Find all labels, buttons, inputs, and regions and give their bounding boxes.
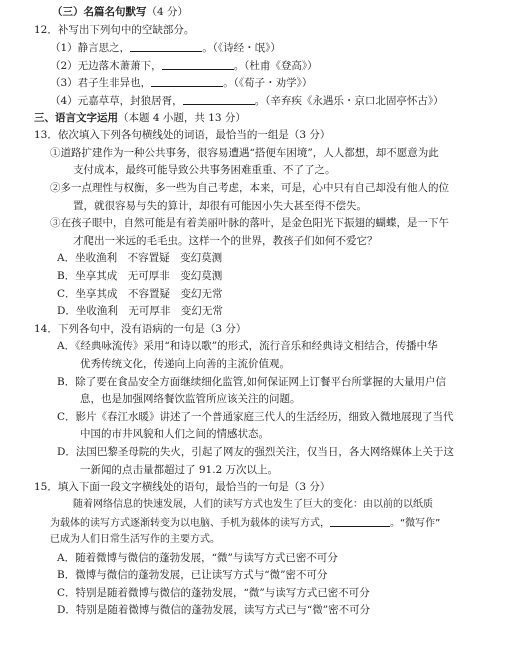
q15-stem: 15．填入下面一段文字横线处的语句，最恰当的一句是（3 分）: [34, 481, 331, 494]
q14-option-b: B．除了要在食品安全方面继续细化监管,如何保证网上订餐平台所掌握的大量用户信: [57, 375, 447, 388]
section-three-score: （本题 4 小题，共 13 分）: [118, 111, 246, 124]
q14-option-c: C．影片《春江水暖》讲述了一个普通家庭三代人的生活经历，细致入微地展现了当代: [57, 410, 454, 423]
q12-item-2-post: 。（杜甫《登高》）: [233, 59, 318, 72]
q13-sentence: ①道路扩建作为一种公共事务，很容易遭遇“搭便车困境”，人人都想，却不愿意为此: [50, 146, 439, 159]
q13-sentence: 才爬出一米远的毛毛虫。这样一个的世界，教孩子们如何不爱它？: [73, 234, 378, 247]
q14-option-a: A．《经典咏流传》采用“和诗以歌”的形式，流行音乐和经典诗文相结合，传播中华: [57, 340, 438, 353]
q12-item-4-post: 。（辛弃疾《永遇乐・京口北固亭怀古》）: [254, 95, 444, 107]
q14-option-d: D．法国巴黎圣母院的失火，引起了网友的强烈关注，仅当日，各大网络媒体上关于这: [57, 446, 454, 458]
q12-stem: 12．补写出下列句中的空缺部分。: [34, 23, 195, 36]
q12-item-1-pre: （1）静言思之，: [50, 42, 131, 55]
q14-option-b-cont: 息，也是加强网络餐饮监管所应该关注的问题。: [80, 393, 301, 406]
q12-item-4-pre: （4）元嘉草草，封狼居胥，: [50, 95, 183, 107]
q15-passage-line: 已成为人们日常生活写作的主要方式。: [50, 534, 220, 545]
q15-option-a: A．随着微博与微信的蓬勃发展，“微”与读写方式已密不可分: [57, 551, 338, 564]
q13-option-b: B．坐享其成 无可厚非 变幻莫测: [57, 270, 223, 282]
q14-stem: 14．下列各句中，没有语病的一句是（3 分）: [34, 322, 247, 335]
section-three-title: 三、语言文字运用: [34, 111, 118, 124]
answer-blank: [151, 76, 223, 87]
q12-item-3-pre: （3）君子生非异也，: [50, 77, 152, 90]
q13-stem: 13．依次填入下列各句横线处的词语，最恰当的一组是（3 分）: [34, 129, 331, 142]
q14-option-d-cont: 一新闻的点击量都超过了 91.2 万次以上。: [80, 463, 279, 476]
answer-blank: [130, 41, 202, 52]
q12-item-3: [50, 76, 312, 90]
q12-item-2-pre: （2）无边落木萧萧下，: [50, 59, 162, 72]
q13-option-c: C．坐享其成 不容置疑 变幻无常: [57, 287, 223, 300]
q15-passage-line: [50, 516, 440, 531]
answer-blank: [330, 516, 390, 527]
q14-option-c-cont: 中国的市井风貌和人们之间的情感状态。: [80, 428, 269, 441]
q13-sentence: 置，就很容易与失的算计，却很有可能因小失大甚至得不偿失。: [73, 199, 367, 212]
q15-passage-text: 。“微写作”: [390, 518, 441, 530]
q13-option-a: A．坐收渔利 不容置疑 变幻莫测: [57, 252, 223, 265]
q13-sentence: ②多一点理性与权衡，多一些为自己考虑，本来，可是，心中只有自己却没有他人的位: [50, 182, 449, 194]
q12-item-2: [50, 59, 318, 73]
section-three-heading: [34, 112, 246, 125]
q13-sentence: 支付成本，最终可能导致公共事务困难重重、不了了之。: [73, 164, 336, 177]
q13-option-d: D．坐收渔利 无可厚非 变幻无常: [57, 305, 223, 318]
q12-item-4: [50, 94, 444, 108]
q15-option-d: D．特别是随着微博与微信的蓬勃发展，读写方式已与“微”密不可分: [57, 604, 371, 617]
q15-option-c: C．特别是随着微博与微信的蓬勃发展，“微”与读写方式已密不可分: [57, 586, 370, 599]
q12-item-1: [50, 41, 281, 55]
q13-sentence: ③在孩子眼中，自然可能是有着美丽叶脉的落叶，是金色阳光下振翅的蝴蝶，是一下午: [50, 217, 449, 230]
section-title: （三）名篇名句默写: [52, 6, 147, 18]
q12-item-1-post: 。（《诗经・氓》）: [202, 42, 281, 55]
answer-blank: [183, 94, 255, 105]
q15-option-b: B．微博与微信的蓬勃发展，已让读写方式与“微”密不可分: [57, 569, 328, 582]
answer-blank: [162, 59, 234, 70]
q14-option-a-cont: 优秀传统文化，传递向上向善的主流价值观。: [80, 358, 290, 370]
q12-item-3-post: 。（《荀子・劝学》）: [223, 77, 313, 90]
section-heading: [52, 6, 188, 19]
q15-passage-text: 为载体的读写方式逐渐转变为以电脑、手机为载体的读写方式，: [50, 518, 330, 530]
q15-passage-line: 随着网络信息的快速发展，人们的读写方式也发生了巨大的变化：由以前的以纸质: [73, 498, 433, 510]
section-score: （4 分）: [146, 6, 189, 18]
